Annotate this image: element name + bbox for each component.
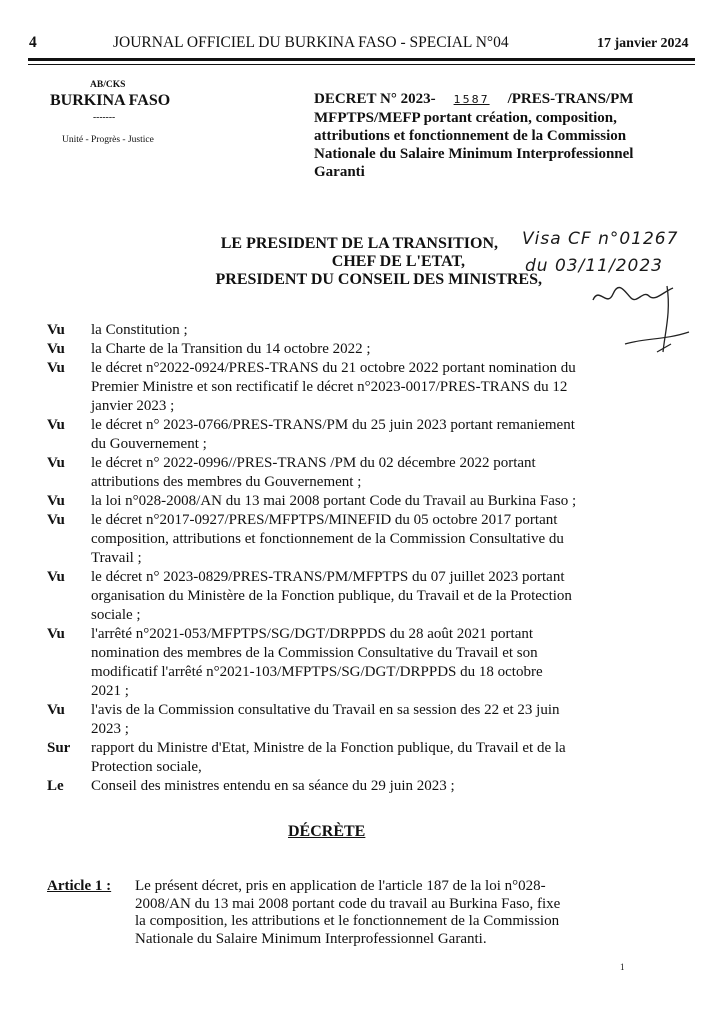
visa-line: Visa CF n°01267 bbox=[522, 229, 679, 249]
president-line: CHEF DE L'ETAT, bbox=[331, 253, 465, 270]
vu-text: l'avis de la Commission consultative du Travail en sa session des 22 et 23 juin bbox=[91, 702, 560, 718]
vu-text: le décret n° 2023-0829/PRES-TRANS/PM/MFPTPS du 07 juillet 2023 portant bbox=[91, 569, 565, 585]
article-1-line: Nationale du Salaire Minimum Interprofessionnel Garanti. bbox=[135, 930, 487, 947]
vu-text: le décret n° 2023-0766/PRES-TRANS/PM du 25 juin 2023 portant remaniement bbox=[91, 417, 575, 433]
reference: AB/CKS bbox=[90, 80, 126, 90]
vu-text: nomination des membres de la Commission Consultative du Travail et son bbox=[91, 645, 538, 661]
vu-keyword: Vu bbox=[47, 512, 65, 528]
president-line: LE PRESIDENT DE LA TRANSITION, bbox=[220, 235, 498, 252]
vu-keyword: Vu bbox=[47, 455, 65, 471]
decrete-heading: DÉCRÈTE bbox=[288, 823, 366, 840]
vu-keyword: Vu bbox=[47, 417, 65, 433]
decree-prefix: DECRET N° 2023- bbox=[314, 91, 436, 107]
article-1-line: Le présent décret, pris en application de l'article 187 de la loi n°028- bbox=[135, 878, 546, 894]
article-1-line: 2008/AN du 13 mai 2008 portant code du travail au Burkina Faso, fixe bbox=[135, 895, 561, 912]
vu-text: le décret n°2017-0927/PRES/MFPTPS/MINEFID du 05 octobre 2017 portant bbox=[91, 512, 558, 528]
vu-text: l'arrêté n°2021-053/MFPTPS/SG/DGT/DRPPDS du 28 août 2021 portant bbox=[91, 626, 534, 642]
decree-line: MFPTPS/MEFP portant création, composition, bbox=[314, 110, 617, 126]
vu-text: la Constitution ; bbox=[91, 322, 188, 338]
vu-keyword: Vu bbox=[47, 322, 65, 338]
journal-title: JOURNAL OFFICIEL DU BURKINA FASO - SPECIAL N°04 bbox=[113, 34, 509, 51]
vu-text: modificatif l'arrêté n°2021-103/MFPTPS/SG/DGT/DRPPDS du 18 octobre bbox=[91, 664, 543, 680]
article-1-label: Article 1 : bbox=[47, 878, 112, 894]
decree-number: 1587 bbox=[453, 93, 490, 106]
vu-keyword: Vu bbox=[47, 493, 65, 509]
vu-text: la loi n°028-2008/AN du 13 mai 2008 portant Code du Travail au Burkina Faso ; bbox=[91, 493, 577, 509]
president-line: PRESIDENT DU CONSEIL DES MINISTRES, bbox=[215, 271, 542, 288]
article-1-line: la composition, les attributions et le fonctionnement de la Commission bbox=[135, 913, 560, 929]
separator: ------- bbox=[93, 113, 116, 123]
visa-line: du 03/11/2023 bbox=[525, 256, 663, 276]
vu-keyword: Vu bbox=[47, 341, 65, 357]
vu-keyword: Vu bbox=[47, 360, 65, 376]
vu-text: du Gouvernement ; bbox=[91, 436, 207, 452]
article-1-text bbox=[135, 878, 605, 948]
vu-keyword: Vu bbox=[47, 702, 65, 718]
vu-text: sociale ; bbox=[91, 607, 141, 623]
journal-date: 17 janvier 2024 bbox=[597, 36, 689, 51]
vu-text: la Charte de la Transition du 14 octobre 2022 ; bbox=[91, 341, 371, 357]
decree-line: Nationale du Salaire Minimum Interprofessionnel bbox=[314, 146, 634, 162]
vu-text: le décret n° 2022-0996//PRES-TRANS /PM du 02 décembre 2022 portant bbox=[91, 455, 536, 471]
decree-line: attributions et fonctionnement de la Commission bbox=[314, 128, 627, 144]
le-text: Conseil des ministres entendu en sa séance du 29 juin 2023 ; bbox=[91, 778, 455, 794]
vu-keyword: Vu bbox=[47, 626, 65, 642]
vu-text: attributions des membres du Gouvernement ; bbox=[91, 474, 362, 490]
vu-text: le décret n°2022-0924/PRES-TRANS du 21 octobre 2022 portant nomination du bbox=[91, 360, 576, 376]
footer-page-marker: 1 bbox=[620, 962, 625, 972]
vu-text: Premier Ministre et son rectificatif le décret n°2023-0017/PRES-TRANS du 12 bbox=[91, 379, 568, 395]
vu-text: 2023 ; bbox=[91, 721, 129, 737]
page-number: 4 bbox=[29, 34, 37, 51]
vu-keyword: Vu bbox=[47, 569, 65, 585]
vu-text: 2021 ; bbox=[91, 683, 129, 699]
sur-text: rapport du Ministre d'Etat, Ministre de la Fonction publique, du Travail et de la bbox=[91, 740, 566, 756]
vu-text: composition, attributions et fonctionnement de la Commission Consultative du bbox=[91, 531, 564, 547]
vu-text: organisation du Ministère de la Fonction publique, du Travail et de la Protection bbox=[91, 588, 572, 604]
sur-text: Protection sociale, bbox=[91, 759, 202, 775]
vu-text: janvier 2023 ; bbox=[91, 398, 175, 414]
decree-suffix: /PRES-TRANS/PM bbox=[507, 91, 634, 107]
decree-line: Garanti bbox=[314, 164, 365, 180]
motto: Unité - Progrès - Justice bbox=[62, 135, 154, 145]
sur-keyword: Sur bbox=[47, 740, 71, 756]
vu-text: Travail ; bbox=[91, 550, 142, 566]
le-keyword: Le bbox=[47, 778, 64, 794]
country-name: BURKINA FASO bbox=[50, 92, 171, 109]
